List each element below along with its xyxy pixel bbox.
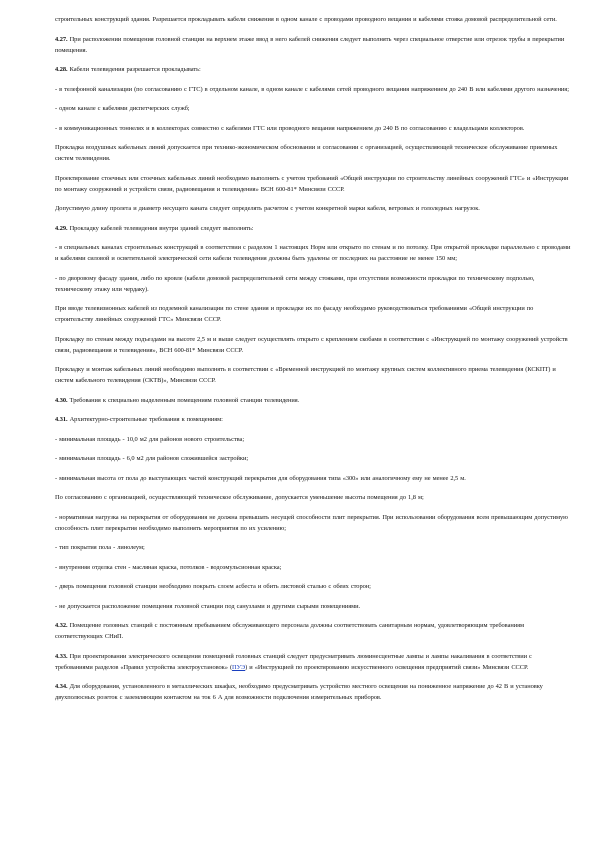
paragraph-text: - тип покрытия пола - линолеум; — [55, 544, 145, 551]
paragraph-text: Помещение головных станций с постоянным пребыванием обслуживающего персонала должны соответствовать санитарным нормам, удовлетворяющим требованиям соответствующих СНиП. — [55, 622, 524, 640]
paragraph-text: - минимальная высота от пола до выступающих частей конструкций перекрытия для оборудования типа «300» или аналогичному ему не менее 2,5 м. — [55, 474, 466, 482]
paragraph-text: Для оборудования, установленного в металлических шкафах, необходимо предусматривать устройство местного освещения на пониженное напряжение до 42 В и установку двухполюсных розеток с заземляющим контактом на ток 6 А для возможности подключения измерительных приборов. — [55, 683, 543, 701]
paragraph-text: строительных конструкций здания. Разрешается прокладывать кабели снижения в одном канале с проводами проводного вещания и кабелями стояка домовой распределительной сети. — [55, 16, 557, 23]
list-item — [55, 84, 571, 95]
paragraph-text: - дверь помещения головной станции необходимо покрыть слоем асбеста и обить листовой сталью с обеих сторон; — [55, 583, 371, 590]
section-4-30 — [55, 395, 571, 406]
section-4-34 — [55, 681, 571, 703]
paragraph-text: Прокладку и монтаж кабельных линий необходимо выполнять в соответствии с «Временной инструкцией по монтажу крупных систем коллективного приема телевидения (КСКПТ) и систем кабельного телевидения (СКТВ)», Минсвязи СССР. — [55, 366, 556, 384]
paragraph-text: По согласованию с организацией, осуществляющей техническое обслуживание, допускается уменьшение высоты помещения до 1,8 м; — [55, 494, 424, 501]
paragraph — [55, 14, 571, 25]
list-item — [55, 123, 571, 134]
paragraph-text: Проектирование стоечных или стоечных кабельных линий необходимо выполнять с учетом требований «Общей инструкции по строительству линейных сооружений ГТС» и «Инструкции по монтажу сооружений и устройств связи, радиовещания и телевидения» ВСН 600-81* Минсвязи СССР. — [55, 174, 569, 193]
section-number: 4.27. — [55, 35, 68, 43]
section-4-28 — [55, 64, 571, 75]
section-number: 4.33. — [55, 652, 68, 660]
paragraph-text: - в специальных каналах строительных конструкций в соответствии с разделом 1 настоящих Норм или открыто по стенам и по потолку. При открытой прокладке параллельно с проводами и кабелями силовой и осветительной электрической сети кабели телевидения должны быть удалены от последних на расстояние не менее 150 мм; — [55, 244, 571, 262]
section-number: 4.34. — [55, 683, 68, 690]
section-number: 4.29. — [55, 224, 68, 232]
paragraph-text: - минимальная площадь - 10,0 м2 для районов нового строительства; — [55, 435, 245, 443]
paragraph-text: Архитектурно-строительные требования к помещениям: — [69, 416, 223, 423]
paragraph-text: Требования к специально выделенным помещениям головной станции телевидения. — [69, 396, 300, 404]
section-number: 4.28. — [55, 66, 68, 73]
paragraph-text: - минимальная площадь - 6,0 м2 для районов сложившейся застройки; — [55, 455, 249, 462]
paragraph-text: - внутренняя отделка стен - масляная краска, потолков - водоэмульсионная краска; — [55, 563, 282, 571]
paragraph — [55, 364, 571, 386]
paragraph-text-after: и «Инструкцией по проектированию искусственного освещения предприятий связи» Минсвязи СССР. — [249, 663, 529, 671]
paragraph — [55, 334, 571, 356]
section-number: 4.32. — [55, 622, 68, 629]
paragraph-text: Прокладку кабелей телевидения внутри зданий следует выполнять: — [69, 224, 254, 232]
paragraph — [55, 142, 571, 164]
paragraph-text: - в телефонной канализации (по согласованию с ГТС) в отдельном канале, в одном канале с кабелями сетей проводного вещания напряжением до 240 В или кабелями другого назначения; — [55, 85, 569, 93]
section-number: 4.30. — [55, 396, 68, 404]
paragraph-text: Допустимую длину пролета и диаметр несущего каната следует определять расчетом с учетом конкретной марки кабеля, ветровых и гололедных нагрузок. — [55, 205, 480, 212]
section-4-32 — [55, 620, 571, 642]
paragraph-text: При вводе телевизионных кабелей из подземной канализации по стене здания и прокладке их по фасаду необходимо руководствоваться требованиями «Общей инструкции по строительству линейных сооружений ГТС» Минсвязи СССР. — [55, 305, 534, 323]
paragraph-text: При расположении помещения головной станции на верхнем этаже ввод в него кабелей снижения следует выполнять через специальное отверстие или отрезок трубы в перекрытии помещения. — [55, 35, 565, 54]
list-item — [55, 453, 571, 464]
paragraph-text: - одном канале с кабелями диспетчерских служб; — [55, 105, 190, 112]
paragraph-text: - по дворовому фасаду здания, либо по кровле (кабели домовой распределительной сети между стояками, при отсутствии возможности прокладки по техническому подполью, техническому этажу или чердаку). — [55, 274, 535, 293]
list-item — [55, 242, 571, 264]
list-item — [55, 581, 571, 592]
pue-link[interactable]: ПУЭ — [232, 663, 246, 671]
paragraph — [55, 173, 571, 195]
section-4-29 — [55, 223, 571, 234]
section-4-33: 4.33. При проектировании электрического освещения помещений головных станций следует предусматривать люминесцентные лампы и лампы накаливания в соответствии с требованиями разделов «Правил устройства электроустановок» (ПУЭ) и «Инструкцией по проектированию искусственного освещения предприятий связи» Минсвязи СССР. — [55, 652, 532, 671]
paragraph-text: Кабели телевидения разрешается прокладывать: — [69, 66, 201, 73]
list-item — [55, 601, 571, 612]
paragraph — [55, 492, 571, 503]
list-item — [55, 434, 571, 445]
list-item — [55, 542, 571, 553]
paragraph-text: - в коммуникационных тоннелях и в коллекторах совместно с кабелями ГТС или проводного вещания напряжением до 240 В по согласованию с владельцами коллекторов. — [55, 124, 525, 132]
list-item — [55, 512, 571, 534]
list-item — [55, 562, 571, 573]
section-4-31 — [55, 414, 571, 425]
paragraph-text: Прокладка воздушных кабельных линий допускается при технико-экономическом обосновании и согласовании с организацией, осуществляющей техническое обслуживание приемных систем телевидения. — [55, 144, 558, 162]
paragraph-text: Прокладку по стенам между подъездами на высоте 2,5 м и выше следует осуществлять открыто с креплением скобами в соответствии с «Инструкцией по монтажу сооружений устройств связи, радиовещания и телевидения», ВСН 600-81* Минсвязи СССР. — [55, 335, 568, 354]
section-4-27 — [55, 34, 571, 56]
paragraph — [55, 203, 571, 214]
paragraph-text: - нормативная нагрузка на перекрытия от оборудования не должна превышать несущей способности плит перекрытия. При использовании оборудования всем превышающим допустимую способность плит перекрытия необходимо выполнять мероприятия по их усилению; — [55, 513, 568, 532]
paragraph-text: - не допускается расположение помещения головной станции под санузлами и другими сырыми помещениями. — [55, 602, 360, 610]
list-item — [55, 103, 571, 114]
paragraph — [55, 303, 571, 325]
list-item — [55, 273, 571, 295]
section-number: 4.31. — [55, 416, 68, 423]
list-item — [55, 473, 571, 484]
paragraph-text: При проектировании электрического освещения помещений головных станций следует предусматривать люминесцентные лампы и лампы накаливания в соответствии с требованиями разделов «Правил устройства электроустановок» — [55, 652, 532, 671]
